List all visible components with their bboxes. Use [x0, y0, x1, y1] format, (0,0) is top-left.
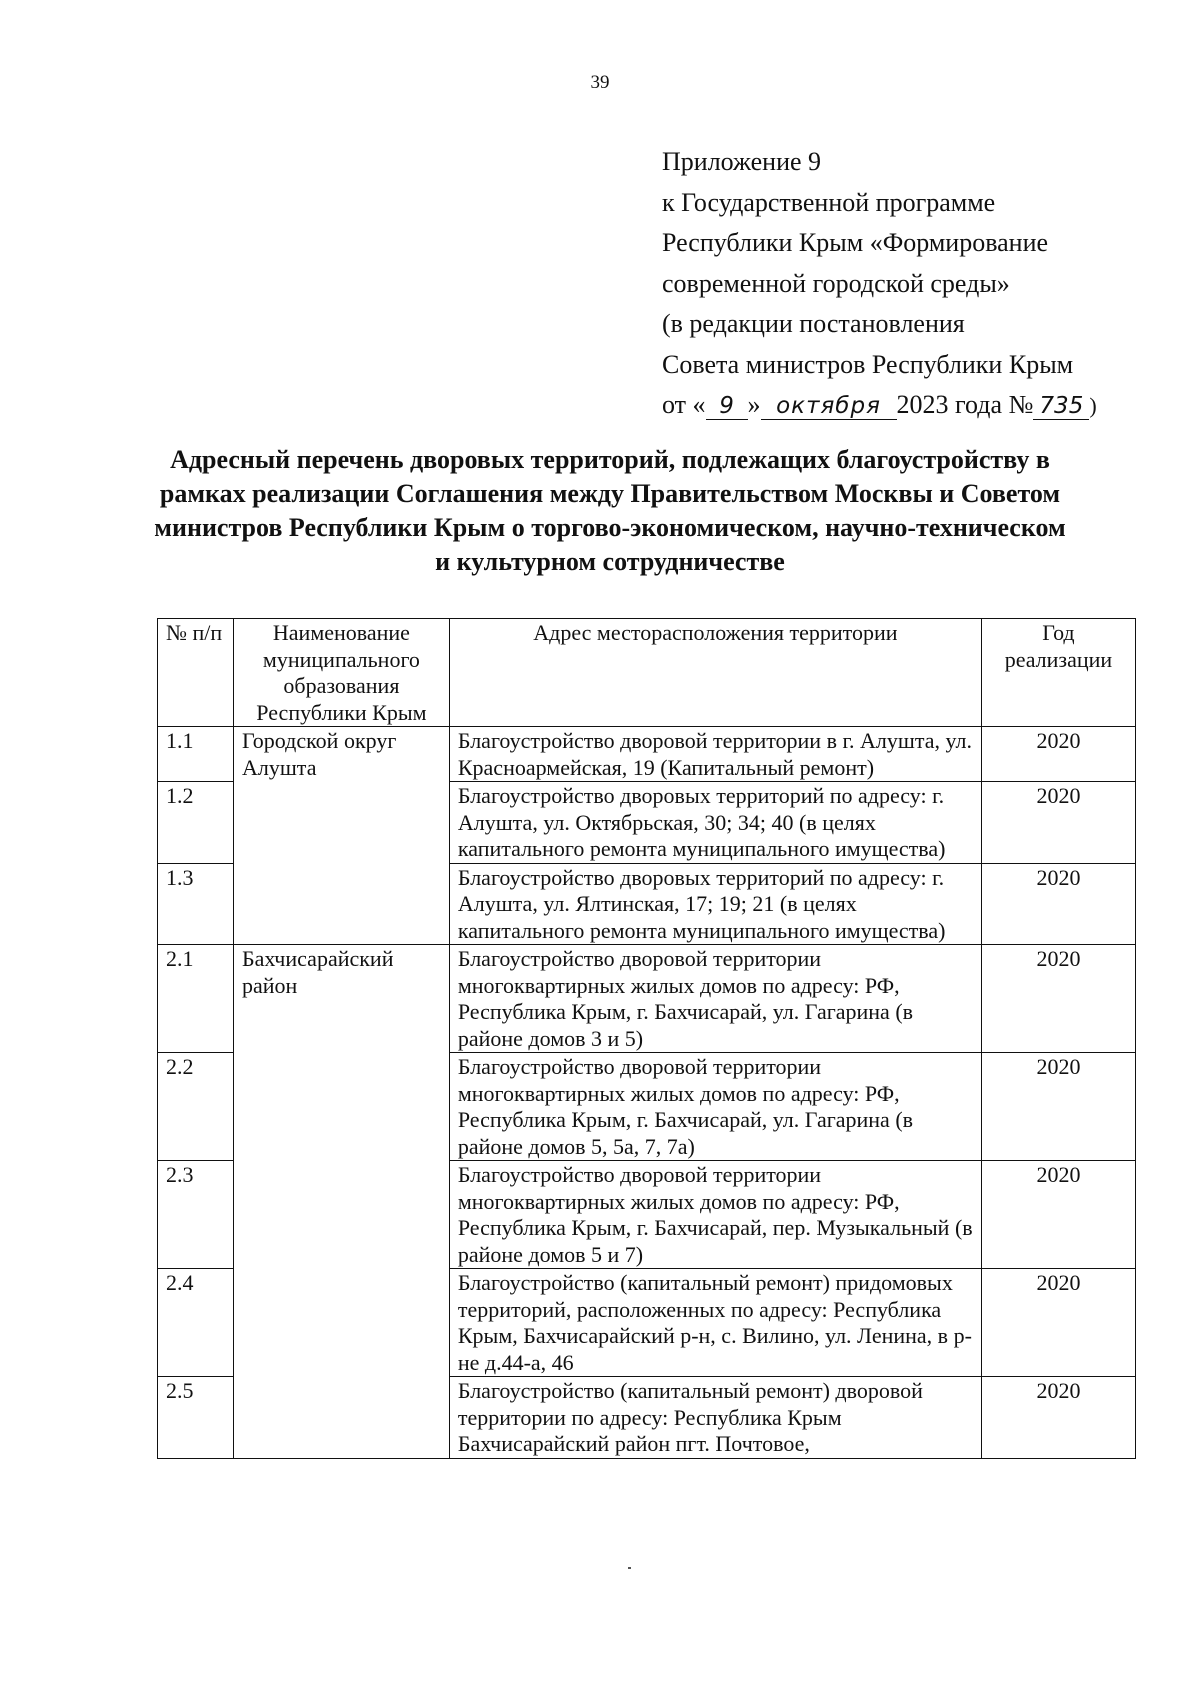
row-address: Благоустройство дворовых территорий по адресу: г. Алушта, ул. Ялтинская, 17; 19; 21 (в целях капитального ремонта муниципального имущества) — [449, 863, 981, 945]
appendix-line: Приложение 9 — [662, 147, 822, 176]
appendix-date-line — [662, 385, 1182, 427]
appendix-line: Республики Крым «Формирование — [662, 228, 1049, 257]
appendix-line: (в редакции постановления — [662, 309, 965, 338]
row-address: Благоустройство дворовой территории в г. Алушта, ул. Красноармейская, 19 (Капитальный ремонт) — [449, 727, 981, 782]
header-address: Адрес месторасположения территории — [449, 619, 981, 727]
date-prefix: от « — [662, 390, 706, 419]
row-num: 1.1 — [158, 727, 234, 782]
date-day-handwritten: 9 — [706, 393, 748, 420]
row-municipality: Бахчисарайский район — [234, 945, 450, 1459]
row-num: 2.2 — [158, 1053, 234, 1161]
doc-number-handwritten: 735 — [1033, 393, 1089, 420]
document-title: Адресный перечень дворовых территорий, подлежащих благоустройству в рамках реализации Соглашения между Правительством Москвы и Советом министров Республики Крым о торгово-экономическом, научно-техническом и культурном сотрудничестве — [154, 445, 1066, 576]
row-address: Благоустройство дворовой территории многоквартирных жилых домов по адресу: РФ, Республика Крым, г. Бахчисарай, ул. Гагарина (в районе домов 5, 5а, 7, 7а) — [449, 1053, 981, 1161]
row-year: 2020 — [981, 1377, 1135, 1459]
header-municipality: Наименование муниципального образования Республики Крым — [234, 619, 450, 727]
row-municipality: Городской округ Алушта — [234, 727, 450, 945]
row-address: Благоустройство дворовой территории многоквартирных жилых домов по адресу: РФ, Республика Крым, г. Бахчисарай, пер. Музыкальный (в районе домов 5 и 7) — [449, 1161, 981, 1269]
row-year: 2020 — [981, 1269, 1135, 1377]
table-row — [158, 727, 1136, 782]
row-num: 2.5 — [158, 1377, 234, 1459]
row-year: 2020 — [981, 782, 1135, 864]
date-month-handwritten: октября — [761, 393, 897, 420]
header-year: Год реализации — [981, 619, 1135, 727]
date-mid: » — [747, 390, 761, 419]
table-row — [158, 945, 1136, 1053]
row-year: 2020 — [981, 1161, 1135, 1269]
date-close: ) — [1089, 393, 1097, 418]
row-num: 2.4 — [158, 1269, 234, 1377]
row-year: 2020 — [981, 863, 1135, 945]
address-table — [157, 618, 1136, 1459]
row-year: 2020 — [981, 1053, 1135, 1161]
appendix-line: Совета министров Республики Крым — [662, 349, 1074, 379]
appendix-line: к Государственной программе — [662, 187, 996, 217]
row-address: Благоустройство дворовых территорий по адресу: г. Алушта, ул. Октябрьская, 30; 34; 40 (в целях капитального ремонта муниципального имущества) — [449, 782, 981, 864]
row-address: Благоустройство (капитальный ремонт) дворовой территории по адресу: Республика Крым Бахчисарайский район пгт. Почтовое, — [449, 1377, 981, 1459]
row-num: 2.1 — [158, 945, 234, 1053]
header-num: № п/п — [158, 619, 234, 727]
row-num: 1.3 — [158, 863, 234, 945]
page-number: 39 — [590, 72, 610, 93]
scan-speck — [628, 1567, 631, 1569]
appendix-line: современной городской среды» — [662, 268, 1010, 298]
row-address: Благоустройство дворовой территории многоквартирных жилых домов по адресу: РФ, Республика Крым, г. Бахчисарай, ул. Гагарина (в районе домов 3 и 5) — [449, 945, 981, 1053]
row-num: 2.3 — [158, 1161, 234, 1269]
row-num: 1.2 — [158, 782, 234, 864]
row-address: Благоустройство (капитальный ремонт) придомовых территорий, расположенных по адресу: Республика Крым, Бахчисарайский р-н, с. Вилино, ул. Ленина, в р-не д.44-а, 46 — [449, 1269, 981, 1377]
row-year: 2020 — [981, 945, 1135, 1053]
date-year-text: 2023 года № — [896, 390, 1034, 419]
appendix-block — [662, 142, 1182, 427]
table-header-row — [158, 619, 1136, 727]
row-year: 2020 — [981, 727, 1135, 782]
